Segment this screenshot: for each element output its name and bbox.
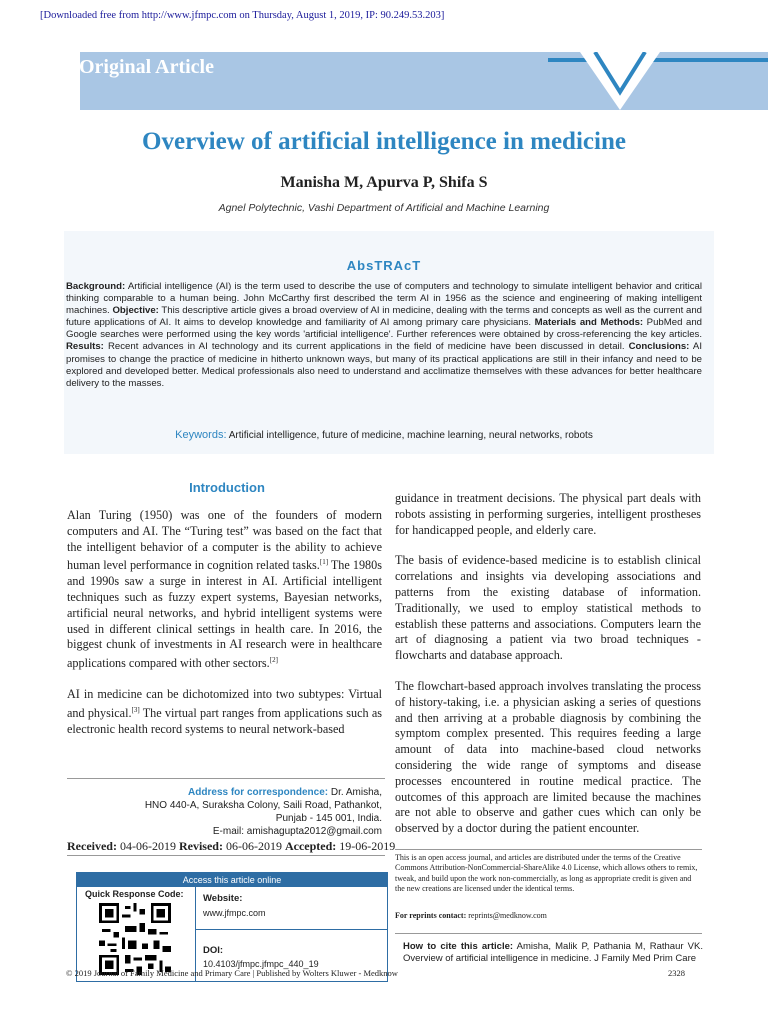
- correspondence-line-2: Punjab - 145 001, India.: [275, 813, 382, 824]
- cite-label: How to cite this article:: [403, 941, 514, 952]
- intro-paragraph-1: Alan Turing (1950) was one of the founders of modern computers and AI. The “Turing test” was based on the fact that the intelligent behavior of a computer is the ability to achieve human level performance in cognition related tasks.[1] The 1980s and 1990s saw a surge in interest in AI. Artificial intelligent techniques such as fuzzy expert systems, Bayesian networks, artificial neural networks, and hybrid intelligent systems were used in different clinical settings in health care. In 2016, the biggest chunk of investments in AI research were in healthcare applications compared with other sectors.[2]: [67, 508, 382, 671]
- abstract-objective: This descriptive article gives a broad overview of AI in medicine, dealing with the terms and concepts as well as the current and future applications of AI. It aims to develop knowledge and familiarity of AI among primary care physicians.: [66, 305, 702, 329]
- received-date: 04-06-2019: [116, 839, 179, 853]
- correspondence-line-1: HNO 440-A, Suraksha Colony, Saili Road, Pathankot,: [144, 800, 382, 811]
- citation-ref-3[interactable]: [3]: [131, 705, 140, 714]
- website-link[interactable]: www.jfmpc.com: [203, 908, 266, 918]
- cite-this-article: [403, 941, 703, 965]
- reprints-email[interactable]: reprints@medknow.com: [466, 911, 547, 920]
- intro-paragraph-5: The flowchart-based approach involves translating the process of history-taking, i.e. a physician asking a series of questions and then arriving at a probable diagnosis by combining the symptom complex presented. This requires feeding a large amount of data into machine-based cloud networks considering the wide range of symptoms and disease processes encountered in routine medical practice. The outcomes of this approach are limited because the machines are not able to observe and gather cues which can only be observed by a doctor during the patient encounter.: [395, 678, 701, 836]
- accepted-date: 19-06-2019: [336, 839, 396, 853]
- abstract-objective-label: Objective:: [112, 305, 159, 317]
- citation-ref-2[interactable]: [2]: [269, 656, 278, 665]
- reprints-contact: [395, 911, 547, 920]
- abstract-methods-label: Materials and Methods:: [534, 317, 644, 329]
- author-affiliation: Agnel Polytechnic, Vashi Department of Artificial and Machine Learning: [218, 202, 550, 214]
- keywords-text: Artificial intelligence, future of medicine, machine learning, neural networks, robots: [226, 430, 593, 441]
- abstract-conclusions-label: Conclusions:: [628, 341, 690, 353]
- abstract-conclusions: AI promises to change the practice of medicine in hitherto unknown ways, but many of its practical applications are still in their infancy and need to be explored and developed better. Medical professionals also need to understand and acclimatize themselves with these advances for better healthcare delivery to the masses.: [66, 341, 702, 389]
- article-authors: Manisha M, Apurva P, Shifa S: [280, 174, 488, 191]
- correspondence-address: [67, 786, 382, 838]
- correspondence-divider: [67, 778, 385, 779]
- website-label: Website:: [203, 893, 243, 904]
- access-divider-horizontal: [196, 929, 387, 930]
- license-divider: [395, 849, 702, 850]
- doi-link[interactable]: 10.4103/jfmpc.jfmpc_440_19: [203, 959, 319, 969]
- abstract-background-label: Background:: [66, 281, 126, 292]
- cite-divider: [395, 933, 702, 934]
- left-column: [67, 508, 382, 753]
- correspondence-name: Dr. Amisha,: [328, 787, 382, 798]
- abstract-results-label: Results:: [66, 341, 104, 353]
- keywords-label: Keywords:: [175, 429, 227, 441]
- license-text: This is an open access journal, and articles are distributed under the terms of the Creative Commons Attribution-NonCommercial-ShareAlike 4.0 License, which allows others to remix, tweak, and build upon the work non-commercially, as long as appropriate credit is given and the new creations are licensed under the identical terms.: [395, 853, 698, 893]
- intro-paragraph-4: The basis of evidence-based medicine is to establish clinical correlations and insights via developing associations and patterns from the existing database of information. Traditionally, we used to employ statistical methods to establish these patterns and associations. Computers learn the art of diagnosing a patient via two broad techniques - flowcharts and database approach.: [395, 553, 701, 663]
- accepted-label: Accepted:: [284, 839, 337, 853]
- article-type-label: Original Article: [79, 56, 214, 78]
- intro-paragraph-3: guidance in treatment decisions. The physical part deals with robots assisting in performing surgeries, intelligent prostheses for handicapped people, and elderly care.: [395, 491, 701, 537]
- footer-copyright: © 2019 Journal of Family Medicine and Primary Care | Published by Wolters Kluwer - Medknow: [66, 968, 398, 978]
- correspondence-label: Address for correspondence:: [188, 787, 329, 798]
- keywords: [0, 429, 768, 441]
- download-note: [Downloaded free from http://www.jfmpc.com on Thursday, August 1, 2019, IP: 90.249.53.203]: [40, 10, 445, 21]
- citation-ref-1[interactable]: [1]: [319, 558, 329, 567]
- abstract-background: Artificial intelligence (AI) is the term used to describe the use of computers and technology to simulate intelligent behavior and critical thinking comparable to a human being. John McCarthy first described the term AI in 1956 as the science and engineering of making intelligent machines.: [66, 281, 702, 317]
- intro-paragraph-2: AI in medicine can be dichotomized into two subtypes: Virtual and physical.[3] The virtual part ranges from applications such as electronic health record systems to neural network-based: [67, 687, 383, 736]
- introduction-heading: Introduction: [189, 480, 265, 495]
- revised-label: Revised:: [178, 839, 223, 853]
- reprints-label: For reprints contact:: [395, 911, 467, 920]
- qr-code-icon[interactable]: [99, 903, 171, 975]
- received-label: Received:: [67, 839, 117, 853]
- cite-text: Amisha, Malik P, Pathania M, Rathaur VK. Overview of artificial intelligence in medicine. J Family Med Prim Care: [403, 941, 703, 965]
- dates-divider: [67, 855, 385, 856]
- right-column: [395, 491, 701, 852]
- article-title: Overview of artificial intelligence in medicine: [142, 128, 626, 155]
- abstract-methods: PubMed and Google searches were performed using the key words 'artificial intelligence'. Further references were obtained by cross-referencing the key articles.: [66, 317, 702, 341]
- abstract-results: Recent advances in AI technology and its current applications in the field of medicine have been discussed in detail.: [103, 341, 629, 353]
- correspondence-email[interactable]: E-mail: amishagupta2012@gmail.com: [212, 826, 382, 837]
- abstract-text: [66, 281, 702, 390]
- qr-label: Quick Response Code:: [85, 889, 184, 899]
- abstract-heading: AbsTRAcT: [346, 258, 422, 273]
- page-number: 2328: [668, 968, 685, 978]
- revised-date: 06-06-2019: [222, 839, 285, 853]
- access-heading: Access this article online: [77, 873, 387, 887]
- access-online-box: [76, 872, 388, 982]
- doi-label: DOI:: [203, 945, 224, 956]
- article-dates: [67, 839, 396, 854]
